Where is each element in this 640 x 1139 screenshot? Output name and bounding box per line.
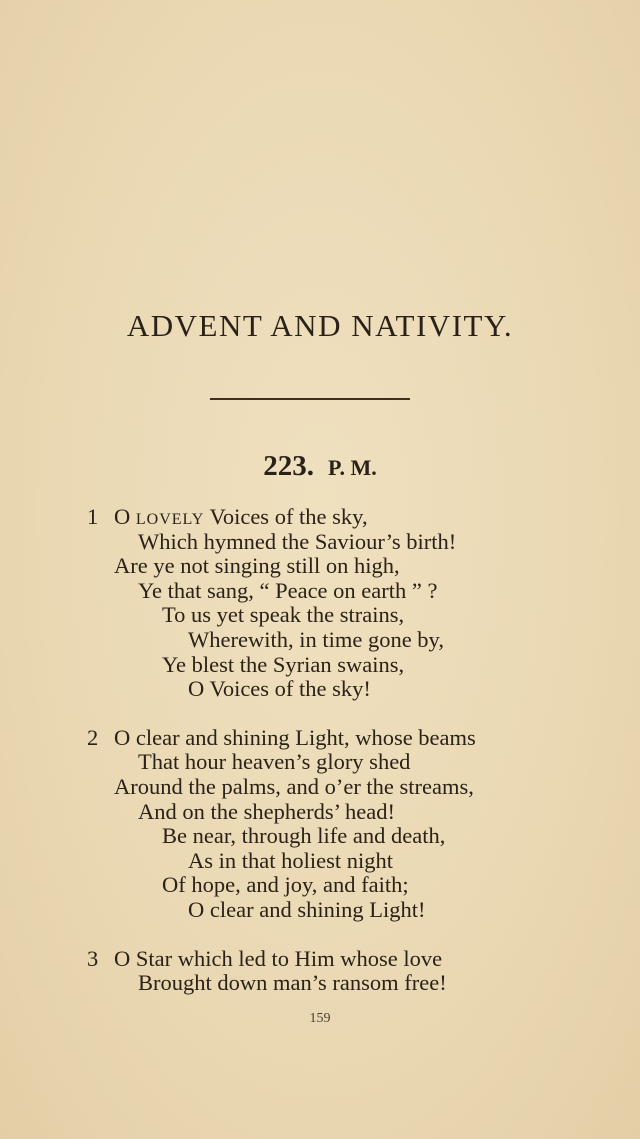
line-text: O clear and shining Light, whose beams	[114, 724, 476, 750]
verse-line: Around the palms, and o’er the streams,	[114, 773, 474, 799]
stanza-2	[0, 726, 640, 923]
verse-line: Are ye not singing still on high,	[114, 553, 400, 579]
line-lead: O	[114, 504, 136, 529]
verse-line: Wherewith, in time gone by,	[188, 626, 444, 652]
stanza-1	[0, 505, 640, 702]
line-text: Voices of the sky,	[204, 504, 368, 529]
section-title: ADVENT AND NATIVITY.	[126, 308, 514, 343]
verse-line: As in that holiest night	[188, 847, 393, 873]
verse-line: That hour heaven’s glory shed	[138, 749, 411, 775]
hymn-meter: P. M.	[328, 455, 377, 480]
verse-line: Ye blest the Syrian swains,	[162, 651, 405, 677]
verse-line: And on the shepherds’ head!	[138, 798, 396, 824]
stanza-number: 1	[87, 504, 99, 529]
stanza-3	[0, 947, 640, 996]
verse-line: Be near, through life and death,	[162, 823, 446, 849]
verse-line: Ye that sang, “ Peace on earth ” ?	[138, 577, 438, 603]
verse-line: O clear and shining Light!	[188, 896, 426, 922]
hymn-number: 223.	[263, 450, 315, 482]
verse-line	[0, 947, 640, 972]
page-number: 159	[309, 1011, 331, 1026]
verse-line: To us yet speak the strains,	[162, 602, 405, 628]
verse-line: O Voices of the sky!	[188, 676, 371, 702]
hymn-verses	[0, 505, 640, 1020]
hymn-heading	[0, 450, 640, 483]
verse-line	[0, 505, 640, 530]
verse-line: Which hymned the Saviour’s birth!	[138, 528, 457, 554]
line-smallcaps-word: lovely	[135, 504, 205, 529]
verse-line: Brought down man’s ransom free!	[138, 970, 447, 996]
line-text: O Star which led to Him whose love	[114, 945, 443, 971]
verse-line	[0, 726, 640, 751]
divider-rule	[210, 398, 410, 400]
verse-line: Of hope, and joy, and faith;	[162, 872, 409, 898]
stanza-number: 2	[87, 724, 99, 750]
stanza-number: 3	[87, 945, 99, 971]
